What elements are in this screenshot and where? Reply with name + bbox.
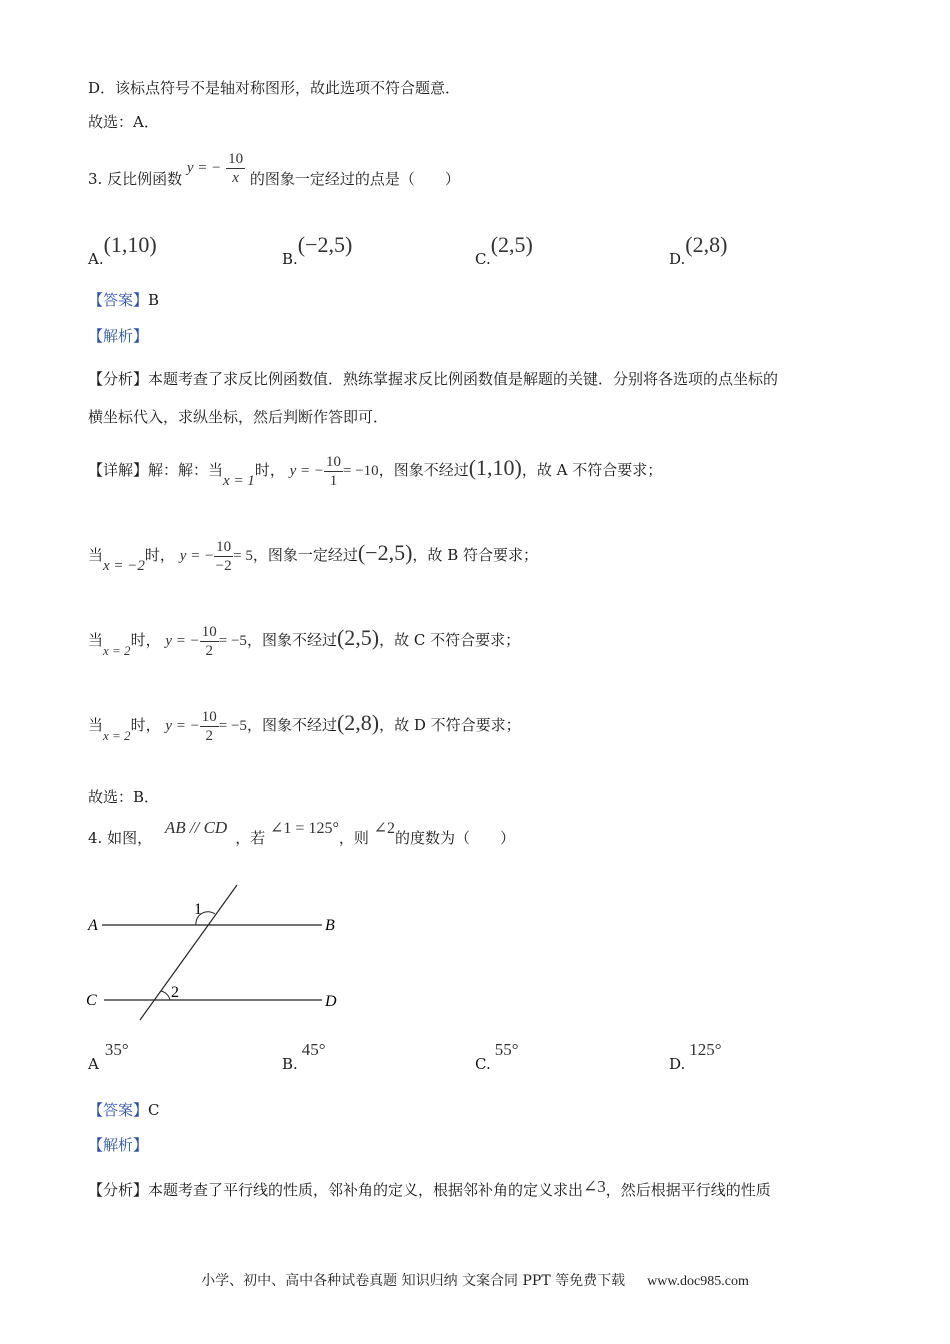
label-a: A [88, 917, 98, 934]
angle-2-arc [161, 991, 170, 1000]
q3-detail-4: 当x = 2时， y = − $\frac{10}{2}$ = −5，图象不经过(2,8)，故 D 不符合要求； [88, 708, 521, 744]
label-b: B [325, 917, 335, 934]
q3-option-c: C.(2,5) [475, 232, 533, 268]
label-angle-2: 2 [171, 984, 179, 1001]
label-angle-1: 1 [194, 901, 202, 918]
q4-option-d: D.125° [669, 1040, 722, 1073]
q4-answer: 【答案】C [88, 1101, 160, 1119]
q4-option-a: A35° [88, 1040, 129, 1073]
q4-option-b: B.45° [282, 1040, 326, 1073]
q3-answer: 【答案】B [88, 291, 160, 309]
q3-detail-1: 【详解】解：解：当x = 1时， y = − $\frac{10}{1}$ = −10，图象不经过(1,10)，故 A 不符合要求； [88, 453, 663, 489]
q3-detail-2: 当x = −2时， y = − $\frac{10}{-2}$ = 5，图象一定经过(−2,5)，故 B 符合要求； [88, 538, 538, 574]
q3-fenxi-line2: 横坐标代入，求纵坐标，然后判断作答即可． [88, 408, 389, 426]
prev-choose: 故选：A． [88, 113, 159, 131]
page-footer [0, 1270, 950, 1290]
q3-option-a: A.(1,10) [88, 232, 157, 268]
q3-stem: 3. 反比例函数 y = − $\frac{10}{x}$ 的图象一定经过的点是（ ） [88, 151, 460, 188]
q3-fenxi-line1: 【分析】本题考查了求反比例函数值．熟练掌握求反比例函数值是解题的关键．分别将各选项的点坐标的 [88, 370, 779, 388]
footer-url[interactable]: www.doc985.com [647, 1274, 749, 1289]
q4-analysis-tag: 【解析】 [88, 1136, 149, 1154]
q3-choose: 故选：B． [88, 788, 160, 806]
q3-option-d: D.(2,8) [669, 232, 728, 268]
q3-detail-3: 当x = 2时， y = − $\frac{10}{2}$ = −5，图象不经过(2,5)，故 C 不符合要求； [88, 623, 521, 659]
label-d: D [325, 993, 337, 1010]
prev-option-d: D．该标点符号不是轴对称图形，故此选项不符合题意． [88, 79, 461, 97]
footer-text: 小学、初中、高中各种试卷真题 知识归纳 文案合同 PPT 等免费下载 [201, 1273, 626, 1289]
q4-stem: 4. 如图， AB // CD，若 ∠1 = 125°，则 ∠2的度数为（ ） [88, 818, 516, 847]
parallel-lines-figure [82, 878, 362, 1026]
q4-fenxi: 【分析】本题考查了平行线的性质，邻补角的定义，根据邻补角的定义求出∠3，然后根据平行线的性质 [88, 1177, 771, 1199]
q4-option-c: C.55° [475, 1040, 519, 1073]
label-c: C [86, 992, 97, 1009]
q3-option-b: B.(−2,5) [282, 232, 353, 268]
q3-analysis-tag: 【解析】 [88, 327, 149, 345]
